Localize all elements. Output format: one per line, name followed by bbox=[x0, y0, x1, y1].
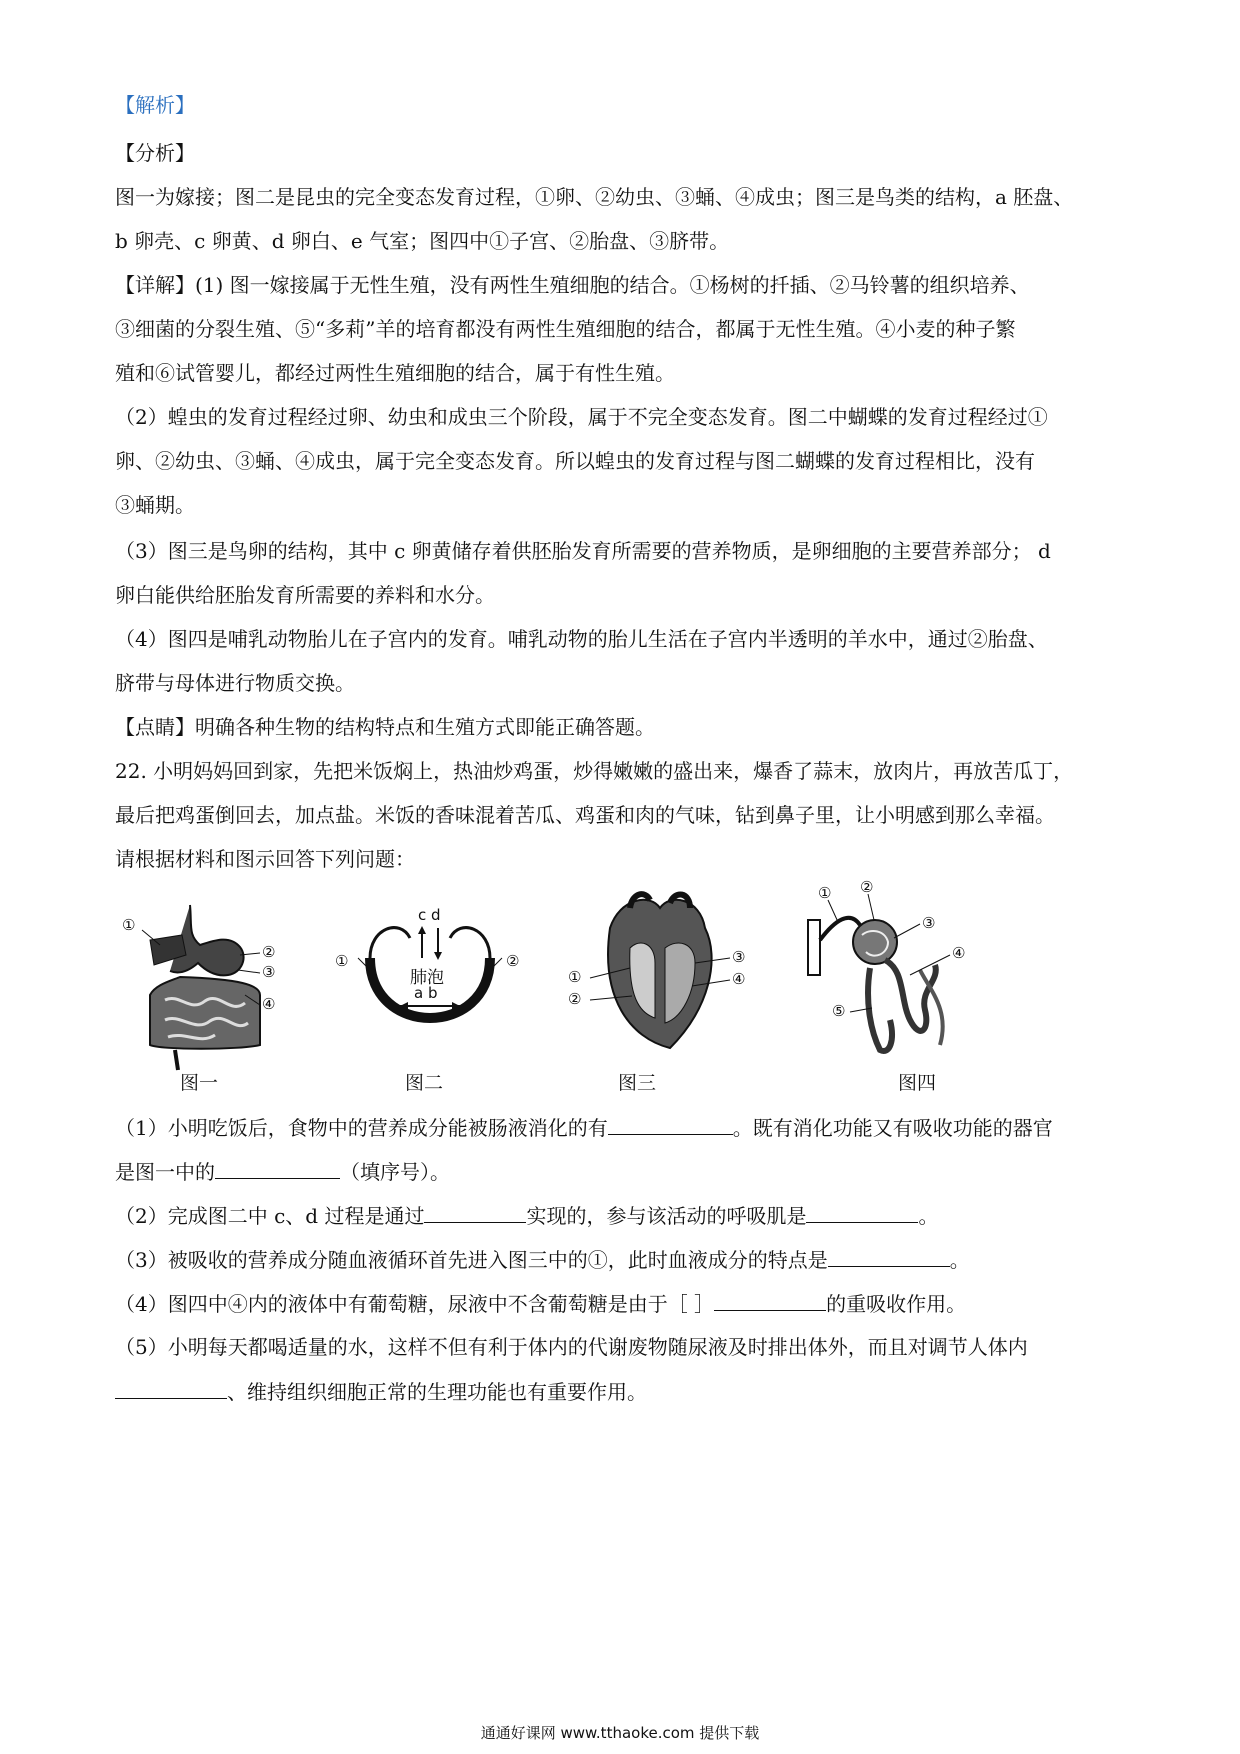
question-22-line-3: 请根据材料和图示回答下列问题： bbox=[115, 847, 415, 871]
fig4-label-4: ④ bbox=[952, 944, 966, 962]
fenxi-line-2: b 卵壳、c 卵黄、d 卵白、e 气室；图四中①子宫、②胎盘、③脐带。 bbox=[115, 229, 730, 253]
fig2-center-label: 肺泡 bbox=[410, 968, 444, 988]
fig1-label-2: ② bbox=[262, 943, 276, 961]
fig4-label-5: ⑤ bbox=[832, 1002, 846, 1020]
para2-line-3: ③蛹期。 bbox=[115, 493, 195, 517]
answer-blank-3[interactable] bbox=[828, 1246, 950, 1267]
figure-4-caption: 图四 bbox=[898, 1072, 937, 1094]
para4-line-1: （4）图四是哺乳动物胎儿在子宫内的发育。哺乳动物的胎儿生活在子宫内半透明的羊水中，通过②胎盘、 bbox=[115, 627, 1048, 651]
subquestion-3-text-b: 。 bbox=[949, 1248, 970, 1272]
para3-line-1: （3）图三是鸟卵的结构，其中 c 卵黄储存着供胚胎发育所需要的营养物质，是卵细胞的主要营养部分； d bbox=[115, 539, 1051, 563]
xiangjie-line-3: 殖和⑥试管婴儿，都经过两性生殖细胞的结合，属于有性生殖。 bbox=[115, 361, 675, 385]
xiangjie-line-1: 【详解】(1) 图一嫁接属于无性生殖，没有两性生殖细胞的结合。①杨树的扦插、②马铃薯的组织培养、 bbox=[115, 273, 1030, 297]
subquestion-1-text-d: （填序号）。 bbox=[340, 1160, 450, 1184]
subquestion-1-text-c: 是图一中的 bbox=[115, 1160, 215, 1184]
question-22-line-1: 22. 小明妈妈回到家，先把米饭焖上，热油炒鸡蛋，炒得嫩嫩的盛出来，爆香了蒜末，放肉片，再放苦瓜丁， bbox=[115, 759, 1074, 783]
jiexi-heading: 【解析】 bbox=[115, 93, 195, 117]
dianjing-line: 【点睛】明确各种生物的结构特点和生殖方式即能正确答题。 bbox=[115, 715, 655, 739]
answer-blank-5[interactable] bbox=[115, 1378, 227, 1399]
fig4-label-2: ② bbox=[860, 880, 874, 896]
subquestion-5-line-1: （5）小明每天都喝适量的水，这样不但有利于体内的代谢废物随尿液及时排出体外，而且对调节人体内 bbox=[115, 1335, 1028, 1359]
fig1-label-4: ④ bbox=[262, 995, 276, 1013]
subquestion-4-line bbox=[115, 1290, 1135, 1317]
subquestion-5-line-2 bbox=[115, 1378, 1135, 1405]
fig2-label-2: ② bbox=[506, 952, 520, 970]
subquestion-2-text-c: 。 bbox=[918, 1204, 939, 1228]
subquestion-5-text-b: 、维持组织细胞正常的生理功能也有重要作用。 bbox=[227, 1380, 647, 1404]
answer-blank-2b[interactable] bbox=[806, 1202, 918, 1223]
question-22-line-2: 最后把鸡蛋倒回去，加点盐。米饭的香味混着苦瓜、鸡蛋和肉的气味，钻到鼻子里，让小明感到那么幸福。 bbox=[115, 803, 1055, 827]
subquestion-2-line bbox=[115, 1202, 1135, 1229]
subquestion-4-text-b: 的重吸收作用。 bbox=[826, 1292, 967, 1316]
fig3-label-2: ② bbox=[568, 990, 582, 1008]
fig2-top-label: c d bbox=[418, 906, 441, 924]
answer-blank-2a[interactable] bbox=[424, 1202, 526, 1223]
answer-blank-4[interactable] bbox=[714, 1290, 826, 1311]
para3-line-2: 卵白能供给胚胎发育所需要的养料和水分。 bbox=[115, 583, 495, 607]
fig4-label-3: ③ bbox=[922, 914, 936, 932]
subquestion-2-text-b: 实现的，参与该活动的呼吸肌是 bbox=[526, 1204, 807, 1228]
fig3-label-1: ① bbox=[568, 968, 582, 986]
fig1-label-1: ① bbox=[122, 916, 136, 934]
xiangjie-line-2: ③细菌的分裂生殖、⑤“多莉”羊的培育都没有两性生殖细胞的结合，都属于无性生殖。④小麦的种子繁 bbox=[115, 317, 1016, 341]
fig4-label-1: ① bbox=[818, 884, 832, 902]
figure-3-heart bbox=[560, 888, 760, 1068]
subquestion-1-line-1 bbox=[115, 1114, 1135, 1141]
subquestion-3-line bbox=[115, 1246, 1135, 1273]
figure-3-caption: 图三 bbox=[618, 1072, 657, 1094]
subquestion-1-text-b: 。既有消化功能又有吸收功能的器官 bbox=[732, 1116, 1053, 1140]
para4-line-2: 脐带与母体进行物质交换。 bbox=[115, 671, 355, 695]
answer-blank-1b[interactable] bbox=[215, 1158, 340, 1179]
figure-2-alveolus bbox=[330, 898, 530, 1058]
fenxi-heading: 【分析】 bbox=[115, 141, 195, 165]
subquestion-1-text-a: （1）小明吃饭后，食物中的营养成分能被肠液消化的有 bbox=[115, 1116, 608, 1140]
page-footer: 通通好课网 www.tthaoke.com 提供下载 bbox=[480, 1724, 760, 1742]
fig2-label-1: ① bbox=[335, 952, 349, 970]
figure-1-caption: 图一 bbox=[180, 1072, 219, 1094]
fig3-label-3: ③ bbox=[732, 948, 746, 966]
fenxi-line-1: 图一为嫁接；图二是昆虫的完全变态发育过程，①卵、②幼虫、③蛹、④成虫；图三是鸟类的结构，a 胚盘、 bbox=[115, 185, 1074, 209]
para2-line-2: 卵、②幼虫、③蛹、④成虫，属于完全变态发育。所以蝗虫的发育过程与图二蝴蝶的发育过程相比，没有 bbox=[115, 449, 1035, 473]
subquestion-1-line-2 bbox=[115, 1158, 1135, 1185]
fig2-bottom-label: a b bbox=[414, 984, 438, 1002]
figure-2-caption: 图二 bbox=[405, 1072, 444, 1094]
answer-blank-1a[interactable] bbox=[608, 1114, 733, 1135]
fig1-label-3: ③ bbox=[262, 963, 276, 981]
subquestion-3-text-a: （3）被吸收的营养成分随血液循环首先进入图三中的①，此时血液成分的特点是 bbox=[115, 1248, 828, 1272]
para2-line-1: （2）蝗虫的发育过程经过卵、幼虫和成虫三个阶段，属于不完全变态发育。图二中蝴蝶的发育过程经过① bbox=[115, 405, 1048, 429]
figure-4-nephron bbox=[790, 880, 1000, 1070]
subquestion-2-text-a: （2）完成图二中 c、d 过程是通过 bbox=[115, 1204, 425, 1228]
fig3-label-4: ④ bbox=[732, 970, 746, 988]
subquestion-4-text-a: （4）图四中④内的液体中有葡萄糖，尿液中不含葡萄糖是由于［ ］ bbox=[115, 1292, 715, 1316]
figure-1-digestive-system bbox=[120, 895, 310, 1075]
